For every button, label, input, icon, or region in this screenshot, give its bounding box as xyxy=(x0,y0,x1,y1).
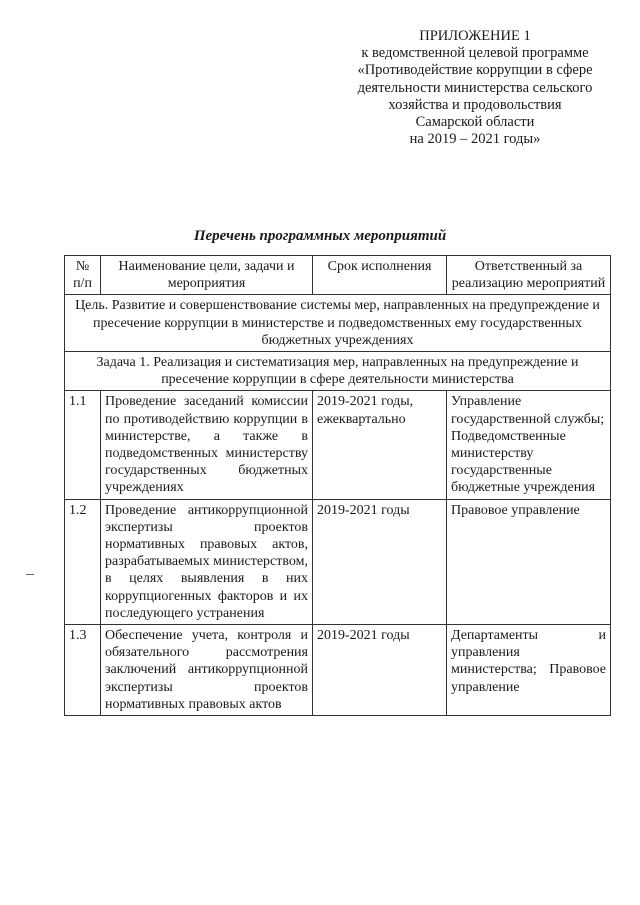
row-num: 1.3 xyxy=(65,625,101,716)
header-num: № п/п xyxy=(65,256,101,295)
table-row xyxy=(65,625,611,716)
row-num: 1.2 xyxy=(65,499,101,624)
header-resp: Ответственный за реализацию мероприятий xyxy=(447,256,611,295)
row-num: 1.1 xyxy=(65,391,101,499)
goal-row xyxy=(65,295,611,352)
table-header-row xyxy=(65,256,611,295)
header-name: Наименование цели, задачи и мероприятия xyxy=(101,256,313,295)
task-text: Задача 1. Реализация и систематизация мер, направленных на предупреждение и пресечение коррупции в сфере деятельности министерства xyxy=(65,352,611,391)
appendix-line: Самарской области xyxy=(415,114,535,131)
document-title: Перечень программных мероприятий xyxy=(193,228,447,244)
table-row xyxy=(65,499,611,624)
row-term: 2019-2021 годы xyxy=(313,499,447,624)
appendix-line: хозяйства и продовольствия xyxy=(388,96,562,113)
row-term: 2019-2021 годы xyxy=(313,625,447,716)
table-row xyxy=(65,391,611,499)
goal-text: Цель. Развитие и совершенствование системы мер, направленных на предупреждение и пресечение коррупции в министерстве и подведомственных ему государственных бюджетных учреждениях xyxy=(65,295,611,352)
appendix-line: к ведомственной целевой программе xyxy=(361,45,589,62)
events-table xyxy=(64,255,611,716)
row-name: Обеспечение учета, контроля и обязательного рассмотрения заключений антикоррупционной экспертизы проектов нормативных правовых актов xyxy=(101,625,313,716)
header-term: Срок исполнения xyxy=(313,256,447,295)
row-term: 2019-2021 годы, ежеквартально xyxy=(313,391,447,499)
row-resp: Правовое управление xyxy=(447,499,611,624)
appendix-line: ПРИЛОЖЕНИЕ 1 xyxy=(419,28,531,44)
appendix-line: деятельности министерства сельского xyxy=(357,79,593,96)
appendix-line: на 2019 – 2021 годы» xyxy=(409,131,541,148)
appendix-line: «Противодействие коррупции в сфере xyxy=(357,62,593,79)
task-row xyxy=(65,352,611,391)
margin-mark xyxy=(26,574,34,575)
row-resp: Департаменты и управления министерства; Правовое управление xyxy=(447,625,611,716)
row-resp: Управление государственной службы; Подведомственные министерству государственные бюджетные учреждения xyxy=(447,391,611,499)
row-name: Проведение заседаний комиссии по противодействию коррупции в министерстве, а также в подведомственных министерству государственных бюджетных учреждениях xyxy=(101,391,313,499)
row-name: Проведение антикоррупционной экспертизы проектов нормативных правовых актов, разрабатываемых министерством, в целях выявления в них коррупциогенных факторов и их последующего устранения xyxy=(101,499,313,624)
appendix-header xyxy=(340,28,610,148)
